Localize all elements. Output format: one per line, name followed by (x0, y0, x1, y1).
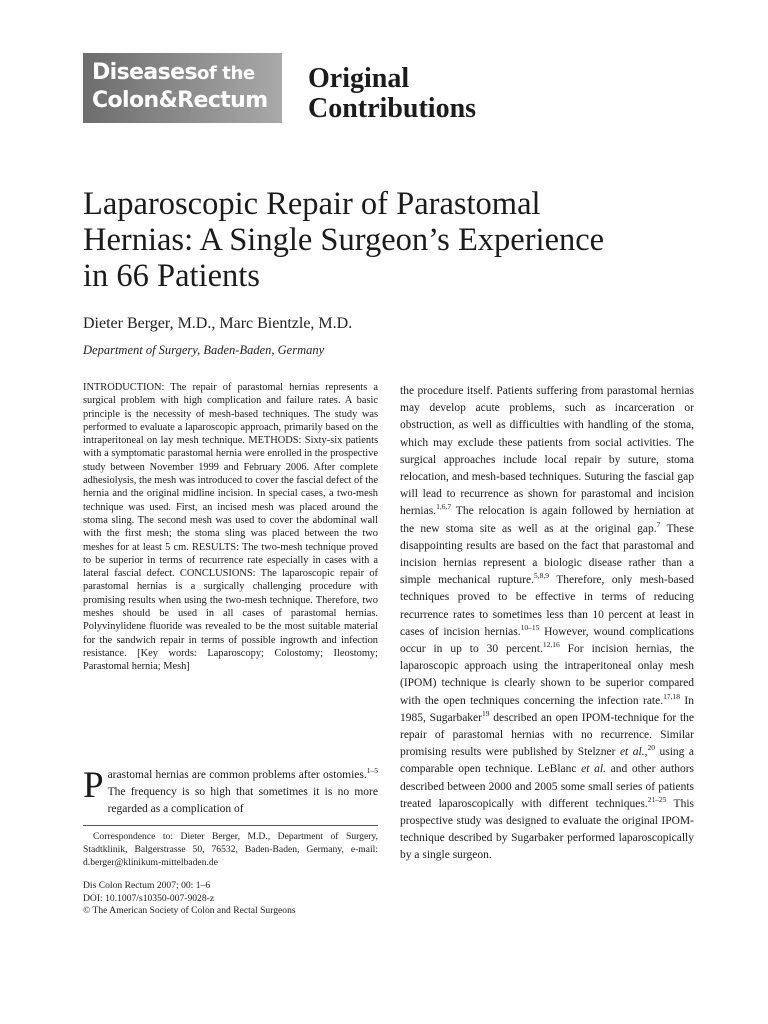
article-title-line3: in 66 Patients (83, 258, 260, 294)
citation-journal-line: Dis Colon Rectum 2007; 00: 1–6 (83, 880, 211, 891)
reference-marker: 10–15 (520, 622, 540, 632)
reference-marker: 1–5 (366, 766, 378, 775)
introduction-paragraph (83, 767, 378, 818)
reference-marker: 21–25 (647, 794, 667, 804)
body-text: described an open IPOM-technique for the repair of parastomal hernias with no recurrence. Similar promising results were published by Stelzner (400, 711, 694, 759)
author-affiliation: Department of Surgery, Baden-Baden, Germany (83, 343, 325, 357)
journal-logo (83, 53, 282, 123)
section-heading-line1: Original (308, 63, 410, 94)
reference-marker: 1,6,7 (436, 502, 452, 512)
body-text-column (400, 383, 694, 865)
article-title-line2: Hernias: A Single Surgeon’s Experience (83, 222, 605, 258)
reference-marker: 19 (482, 708, 490, 718)
body-text: These disappointing results are based on the fact that parastomal and incision hernias represent a biologic disease rather than a simple mechanical rupture. (400, 522, 694, 587)
body-text: the procedure itself. Patients suffering from parastomal hernias may develop acute problems, such as incarceration or obstruction, as well as difficulties with handling of the stoma, which may exclude these patients from social activities. The surgical approaches include local repair by suture, stoma relocation, and mesh-based techniques. Suturing the fascial gap will lead to recurrence as shown for parastomal and incision hernias. (400, 385, 694, 518)
body-text: However, wound complications occur in up to 30 percent. (400, 625, 694, 656)
reference-marker: 7 (656, 519, 661, 529)
drop-cap: P (83, 765, 104, 806)
author-list: Dieter Berger, M.D., Marc Bientzle, M.D. (83, 315, 353, 332)
section-heading-line2: Contributions (308, 93, 477, 124)
citation-block (83, 880, 378, 918)
correspondence-note: Correspondence to: Dieter Berger, M.D., Department of Surgery, Stadtklinik, Balgerstrasse 50, 76532, Baden-Baden, Germany, e-mail: d.berger@klinikum-mittelbaden.de (83, 831, 378, 869)
reference-marker: 12,16 (542, 640, 560, 650)
journal-logo-line1 (92, 59, 282, 87)
body-text: The relocation is again followed by herniation at the new stoma site as well as at the original gap. (400, 505, 694, 535)
reference-marker: 17,18 (663, 691, 680, 701)
article-title-line1: Laparoscopic Repair of Parastomal (83, 186, 541, 222)
body-text: using a comparable open technique. LeBlanc (400, 746, 695, 776)
body-text: and other authors described between 2000 and 2005 some small series of patients treated laparoscopically with different techniques. (400, 763, 694, 810)
body-text: , (644, 746, 648, 759)
body-text-italic: et al. (581, 763, 606, 776)
body-text: Therefore, only mesh-based techniques proved to be effective in terms of reducing recurrence rates to sometimes less than 10 percent at least in cases of incision hernias. (400, 574, 694, 638)
citation-copyright-line: © The American Society of Colon and Rectal Surgeons (83, 905, 296, 916)
body-text-italic: et al. (619, 746, 645, 759)
footnote-divider (83, 825, 378, 826)
body-text: In 1985, Sugarbaker (400, 694, 694, 724)
journal-logo-line2: Colon&Rectum (92, 88, 268, 113)
reference-marker: 20 (647, 743, 655, 753)
reference-marker: 5,8,9 (533, 571, 549, 581)
intro-text: arastomal hernias are common problems after ostomies. (107, 769, 367, 781)
body-text: This prospective study was designed to evaluate the original IPOM-technique described by Sugarbaker performed laparoscopically by a single surgeon. (400, 797, 694, 862)
article-title (83, 186, 723, 294)
body-text: For incision hernias, the laparoscopic approach using the intraperitoneal onlay mesh (IPOM) technique is clearly shown to be superior compared with the open techniques concerning the infection rate. (400, 643, 694, 707)
citation-doi-line: DOI: 10.1007/s10350-007-9028-z (83, 892, 215, 904)
abstract-text: INTRODUCTION: The repair of parastomal hernias represents a surgical problem with high complication and failure rates. A basic principle is the necessity of mesh-based techniques. The study was performed to evaluate a laparoscopic approach, primarily based on the intraperitoneal on lay mesh technique. METHODS: Sixty-six patients with a symptomatic parastomal hernia were enrolled in the prospective study between November 1999 and February 2006. After complete adhesiolysis, the mesh was introduced to cover the fascial defect of the hernia and the original midline incision. In special cases, a two-mesh technique was used. First, an incised mesh was placed around the stoma sling. The second mesh was used to cover the abdominal wall with the first mesh; the stoma sling was placed between the two meshes for at least 5 cm. RESULTS: The two-mesh technique proved to be superior in terms of recurrence rate especially in cases with a lateral fascial defect. CONCLUSIONS: The laparoscopic repair of parastomal hernias is a surgically challenging procedure with promising results when using the two-mesh technique. Therefore, two meshes should be used in all cases of parastomal hernias. Polyvinylidene fluoride was revealed to be the most suitable material for the sandwich repair in terms of possible ingrowth and infection resistance. [Key words: Laparoscopy; Colostomy; Ileostomy; Parastomal hernia; Mesh] (83, 382, 378, 673)
section-heading (308, 64, 476, 124)
journal-logo-word-diseases: Diseases (92, 60, 197, 85)
journal-logo-word-ofthe: of the (196, 63, 255, 84)
intro-text: The frequency is so high that sometimes it is no more regarded as a complication of (107, 786, 378, 815)
